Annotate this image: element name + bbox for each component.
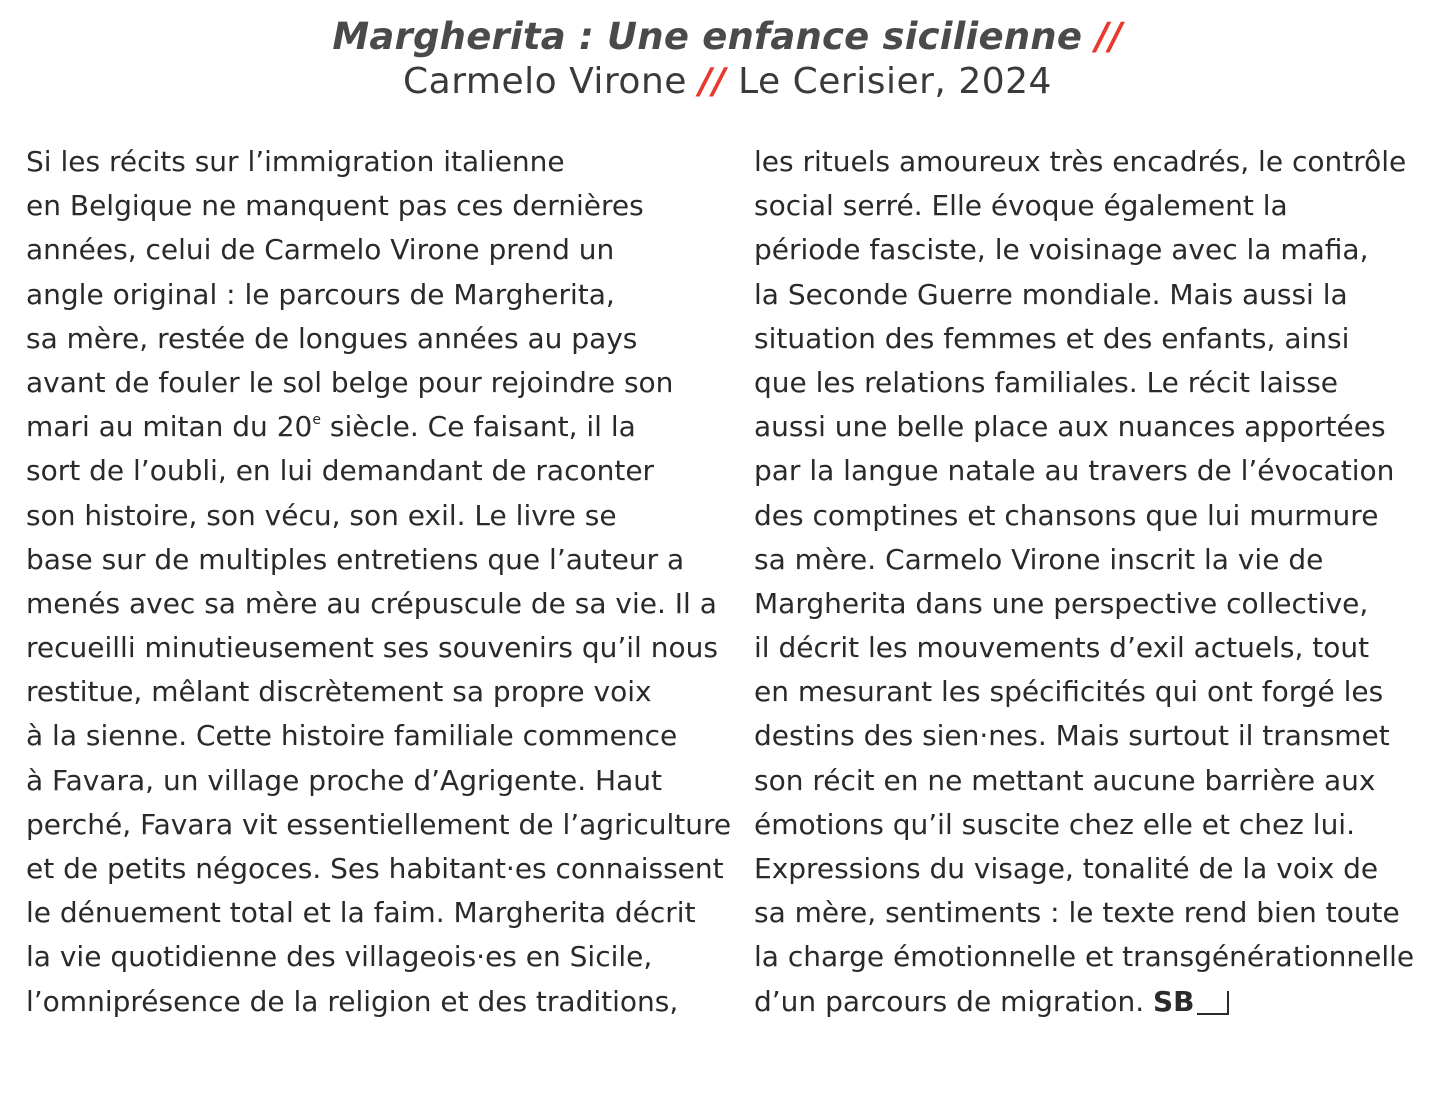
text-column-right [754, 140, 1414, 1024]
text-line: angle original : le parcours de Margherita, [26, 277, 615, 311]
text-line: le dénuement total et la faim. Margherita décrit [26, 896, 696, 930]
book-title: Margherita : Une enfance sicilienne [332, 15, 1083, 58]
text-line: sa mère. Carmelo Virone inscrit la vie de [754, 542, 1324, 576]
text-line: la Seconde Guerre mondiale. Mais aussi la [754, 277, 1348, 311]
text-line: sort de l’oubli, en lui demandant de raconter [26, 454, 655, 488]
text-line: base sur de multiples entretiens que l’auteur a [26, 542, 685, 576]
text-line: en mesurant les spécificités qui ont forgé les [754, 675, 1384, 709]
text-line: recueilli minutieusement ses souvenirs qu’il nous [26, 631, 718, 665]
title-separator: // [1095, 15, 1123, 58]
text-line: des comptines et chansons que lui murmure [754, 498, 1379, 532]
century-superscript: e [312, 412, 321, 429]
text-line: période fasciste, le voisinage avec la mafia, [754, 233, 1369, 267]
text-column-left [26, 140, 731, 1024]
text-line: les rituels amoureux très encadrés, le contrôle [754, 145, 1407, 178]
text-line: son histoire, son vécu, son exil. Le livre se [26, 498, 617, 532]
author-signature: SB [1153, 984, 1195, 1018]
text-line: à la sienne. Cette histoire familiale commence [26, 719, 678, 753]
text-line: par la langue natale au travers de l’évocation [754, 454, 1395, 488]
text-line: situation des femmes et des enfants, ainsi [754, 321, 1350, 355]
review-header [0, 14, 1455, 104]
end-of-article-mark [1197, 991, 1229, 1015]
text-line: perché, Favara vit essentiellement de l’agriculture [26, 807, 732, 841]
text-line [754, 980, 1414, 1024]
text-line-part: siècle. Ce faisant, il la [320, 410, 636, 444]
text-line: menés avec sa mère au crépuscule de sa vie. Il a [26, 586, 717, 620]
text-line: aussi une belle place aux nuances apportées [754, 410, 1386, 444]
text-line: sa mère, sentiments : le texte rend bien toute [754, 896, 1400, 930]
text-line: Expressions du visage, tonalité de la voix de [754, 852, 1379, 885]
text-line: l’omniprésence de la religion et des traditions, [26, 984, 679, 1018]
text-line-part: mari au mitan du 20 [26, 410, 313, 444]
text-line: et de petits négoces. Ses habitant·es connaissent [26, 852, 724, 885]
text-line: il décrit les mouvements d’exil actuels, tout [754, 631, 1370, 665]
book-author: Carmelo Virone [403, 61, 687, 102]
book-publisher-year: Le Cerisier, 2024 [738, 61, 1052, 102]
text-line: sa mère, restée de longues années au pays [26, 321, 638, 355]
text-line: restitue, mêlant discrètement sa propre voix [26, 675, 652, 709]
text-line-part: d’un parcours de migration. [754, 984, 1145, 1018]
text-line: la vie quotidienne des villageois·es en Sicile, [26, 940, 653, 974]
text-line: social serré. Elle évoque également la [754, 189, 1288, 223]
text-line: émotions qu’il suscite chez elle et chez lui. [754, 807, 1355, 841]
text-line: la charge émotionnelle et transgénérationnelle [754, 940, 1415, 974]
book-meta-line [0, 60, 1455, 104]
text-line: à Favara, un village proche d’Agrigente. Haut [26, 763, 662, 797]
text-line: en Belgique ne manquent pas ces dernières [26, 189, 644, 223]
text-line: destins des sien·nes. Mais surtout il transmet [754, 719, 1390, 753]
text-line: son récit en ne mettant aucune barrière aux [754, 763, 1376, 797]
text-line: Margherita dans une perspective collective, [754, 586, 1369, 620]
text-line: Si les récits sur l’immigration italienne [26, 145, 565, 178]
text-line: avant de fouler le sol belge pour rejoindre son [26, 365, 674, 399]
meta-separator: // [698, 61, 727, 102]
book-title-line [0, 14, 1455, 60]
text-line: années, celui de Carmelo Virone prend un [26, 233, 615, 267]
text-line [26, 405, 731, 449]
text-line: que les relations familiales. Le récit laisse [754, 365, 1339, 399]
